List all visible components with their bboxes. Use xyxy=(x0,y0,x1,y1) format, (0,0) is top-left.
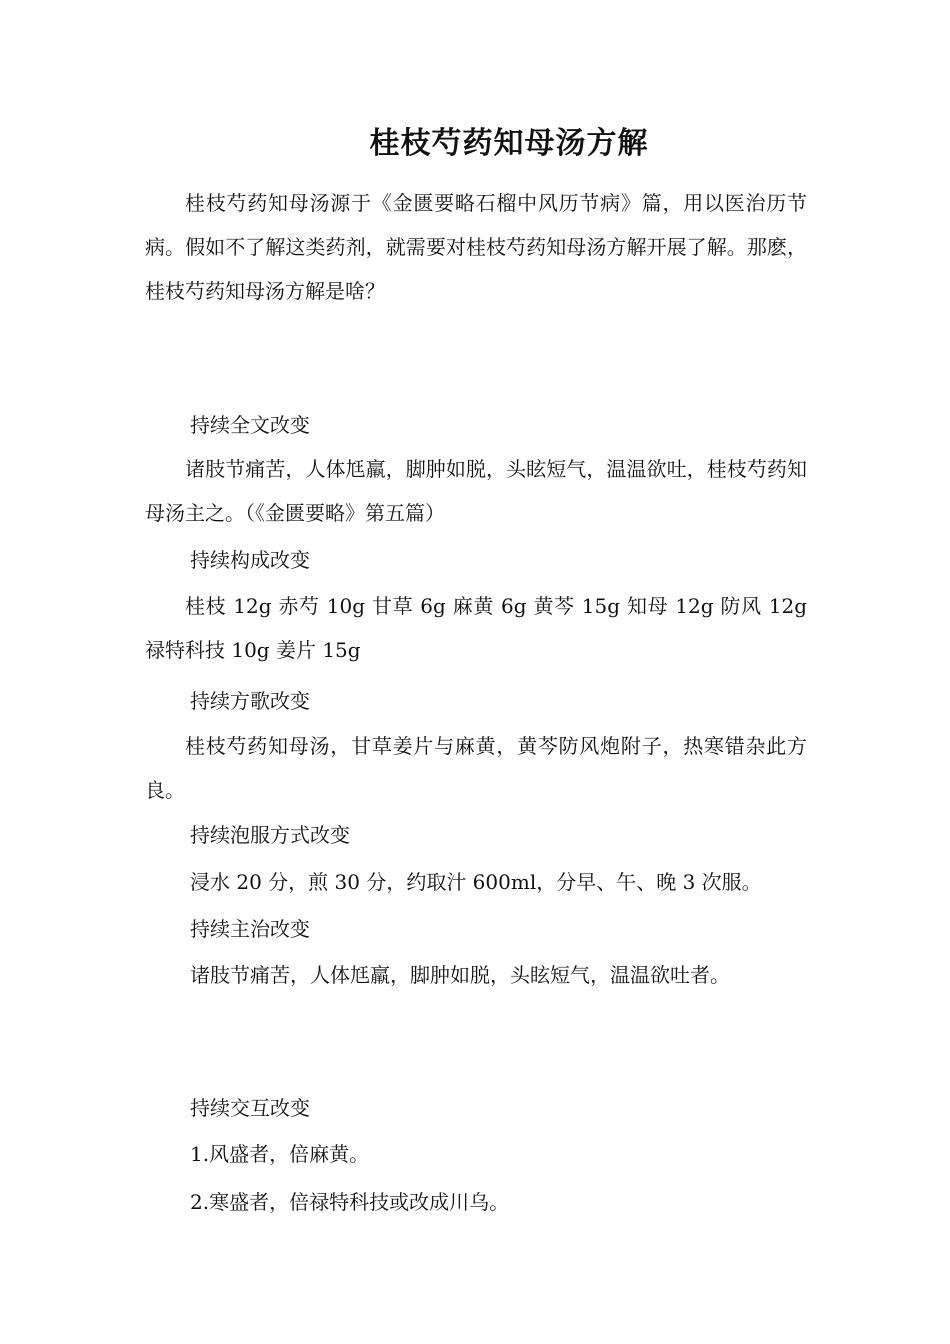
interaction-item: 1.风盛者，倍麻黄。 xyxy=(190,1142,370,1166)
section-heading-composition: 持续构成改变 xyxy=(190,548,310,572)
document-title: 桂枝芍药知母汤方解 xyxy=(369,126,649,161)
section-heading-formula-song: 持续方歌改变 xyxy=(190,689,310,713)
section-body-composition: 桂枝 12g 赤芍 10g 甘草 6g 麻黄 6g 黄芩 15g 知母 12g 防风 12g 禄特科技 10g 姜片 15g xyxy=(145,594,807,662)
section-heading-full-text: 持续全文改变 xyxy=(190,413,310,437)
section-body-formula-song: 桂枝芍药知母汤，甘草姜片与麻黄，黄芩防风炮附子，热寒错杂此方良。 xyxy=(145,734,807,802)
section-body-preparation: 浸水 20 分，煎 30 分，约取汁 600ml，分早、午、晚 3 次服。 xyxy=(190,870,762,894)
section-heading-preparation: 持续泡服方式改变 xyxy=(190,823,350,847)
section-heading-indications: 持续主治改变 xyxy=(190,917,310,941)
intro-paragraph: 桂枝芍药知母汤源于《金匮要略石榴中风历节病》篇，用以医治历节病。假如不了解这类药剂，就需要对桂枝芍药知母汤方解开展了解。那麽，桂枝芍药知母汤方解是啥？ xyxy=(145,191,807,303)
section-heading-interaction: 持续交互改变 xyxy=(190,1096,310,1120)
section-body-full-text: 诸肢节痛苦，人体尪羸，脚肿如脱，头眩短气，温温欲吐，桂枝芍药知母汤主之。（《金匮要略》第五篇） xyxy=(145,457,807,525)
section-body-indications: 诸肢节痛苦，人体尪羸，脚肿如脱，头眩短气，温温欲吐者。 xyxy=(190,963,730,987)
interaction-item: 2.寒盛者，倍禄特科技或改成川乌。 xyxy=(190,1190,510,1214)
